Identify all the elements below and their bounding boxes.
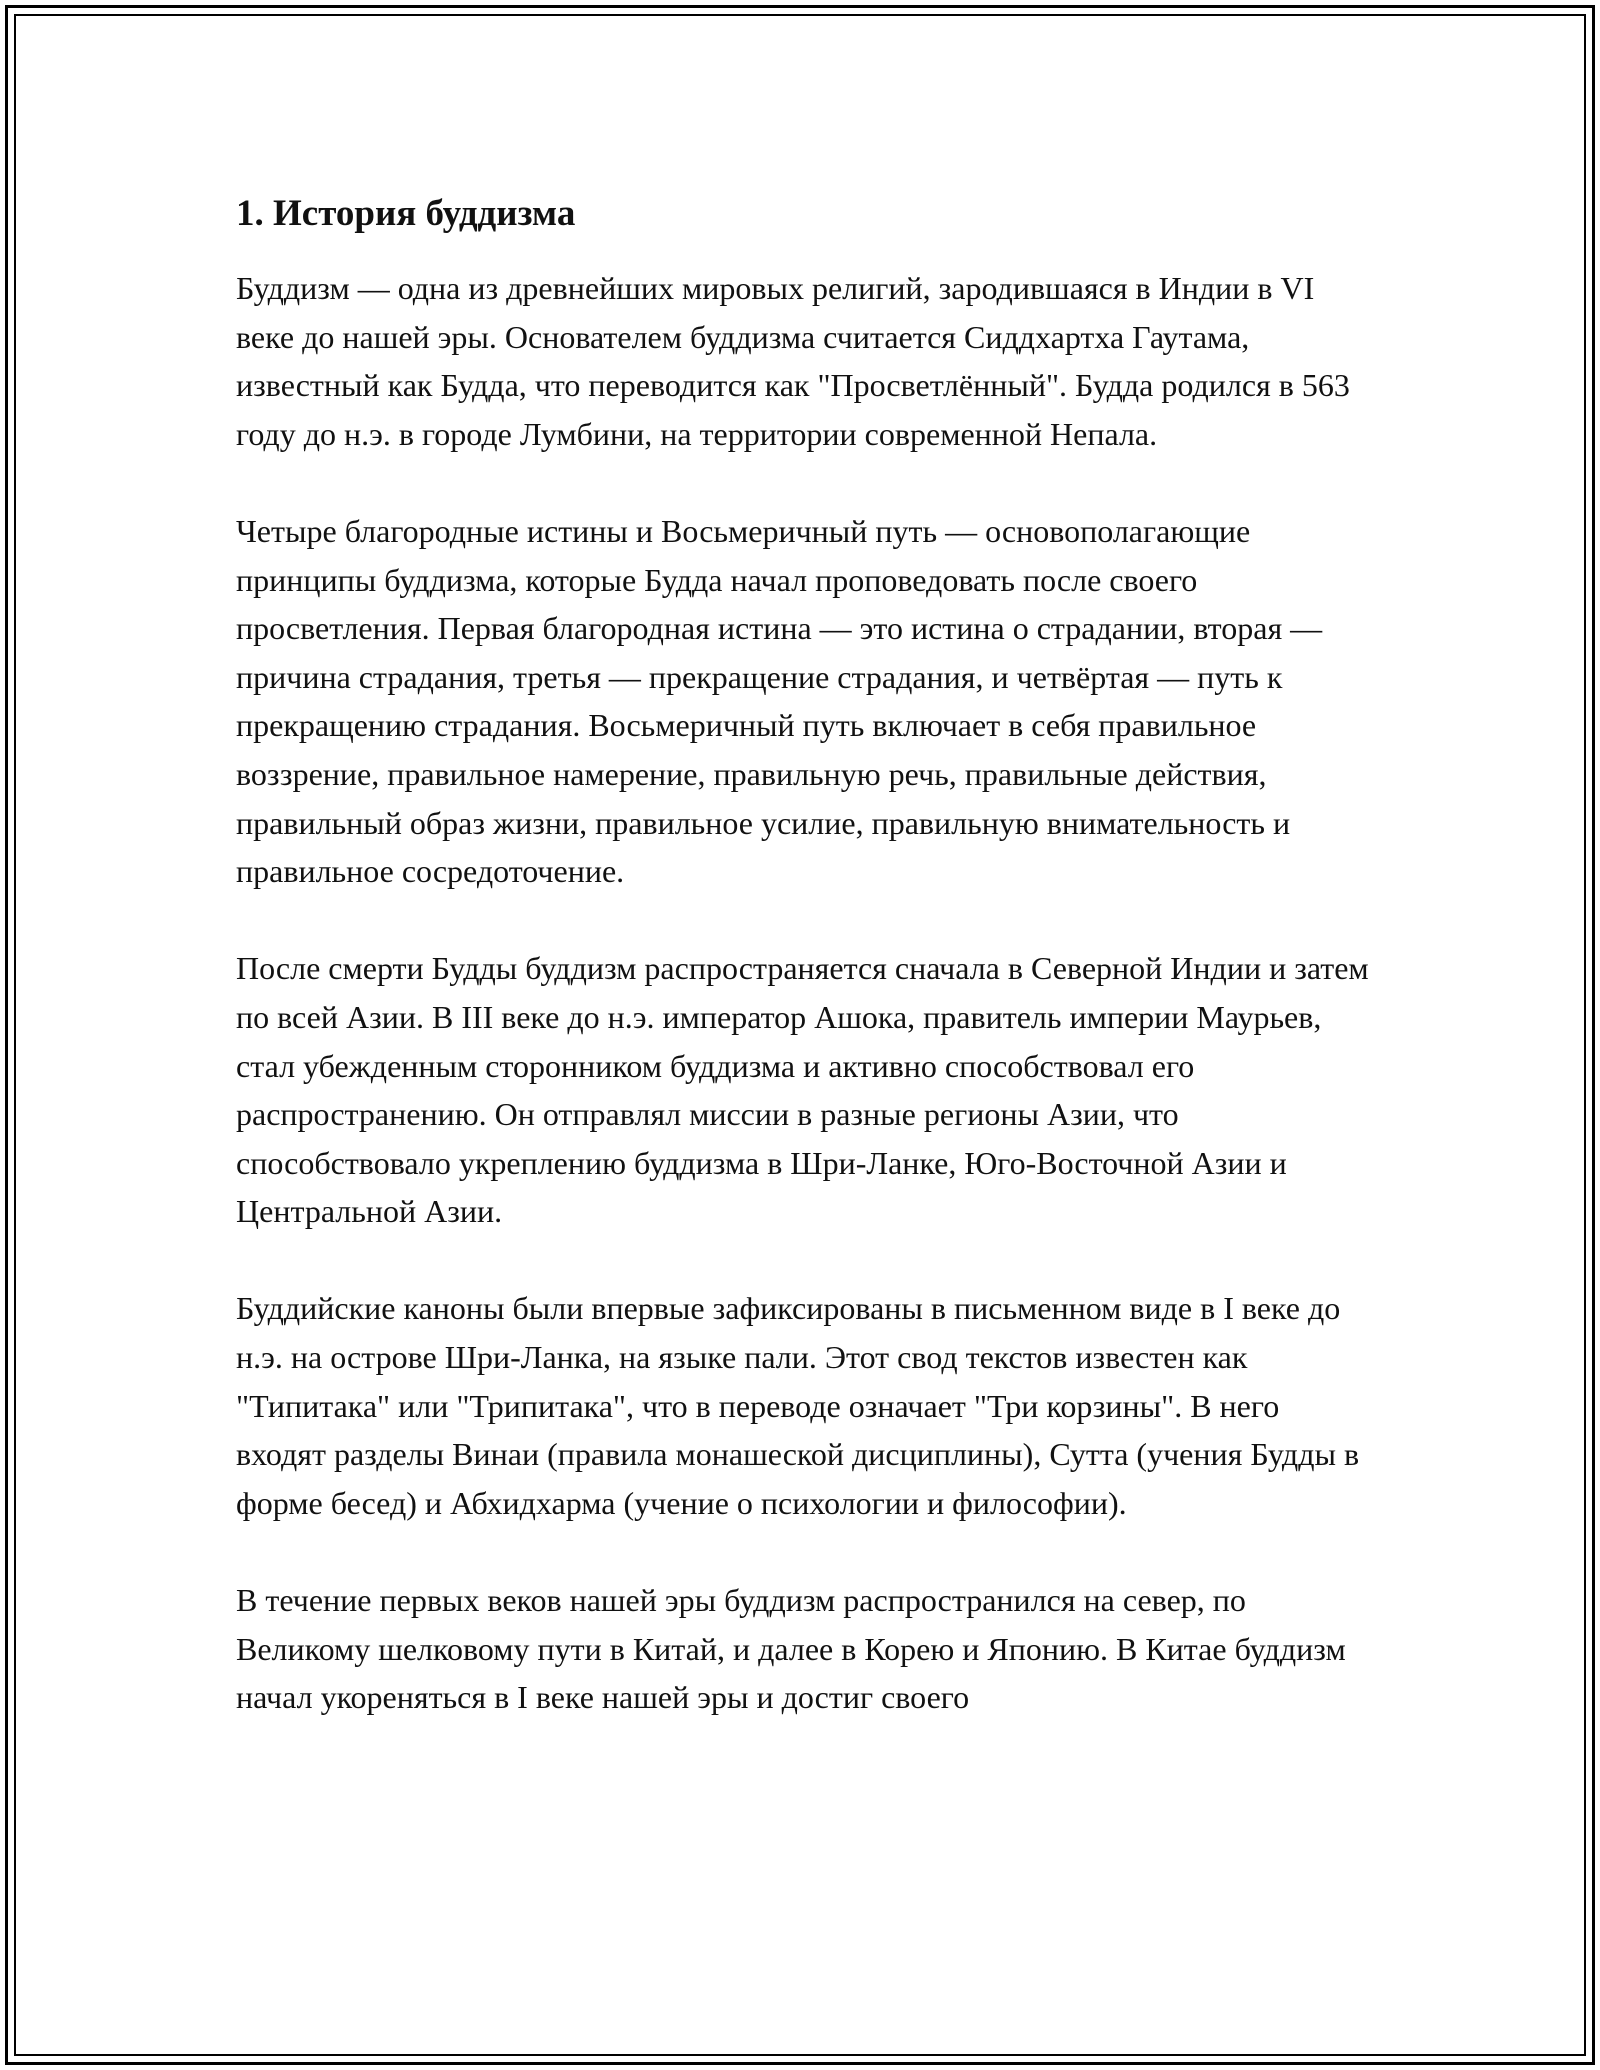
paragraph-1: Буддизм — одна из древнейших мировых религий, зародившаяся в Индии в VI веке до нашей эры. Основателем буддизма считается Сиддхартха Гаутама, известный как Будда, что переводится как "Просветлённый". Будда родился в 563 году до н.э. в городе Лумбини, на территории современной Непала. [236, 270, 1350, 452]
paragraph-3: После смерти Будды буддизм распространяется сначала в Северной Индии и затем по всей Азии. В III веке до н.э. император Ашока, правитель империи Маурьев, стал убежденным сторонником буддизма и активно способствовал его распространению. Он отправлял миссии в разные регионы Азии, что способствовало укреплению буддизма в Шри-Ланке, Юго-Восточной Азии и Центральной Азии. [236, 950, 1369, 1230]
paragraph-5: В течение первых веков нашей эры буддизм распространился на север, по Великому шелковому пути в Китай, и далее в Корею и Японию. В Китае буддизм начал укореняться в I веке нашей эры и достиг своего [236, 1582, 1346, 1716]
paragraph-2: Четыре благородные истины и Восьмеричный путь — основополагающие принципы буддизма, которые Будда начал проповедовать после своего просветления. Первая благородная истина — это истина о страдании, вторая — причина страдания, третья — прекращение страдания, и четвёртая — путь к прекращению страдания. Восьмеричный путь включает в себя правильное воззрение, правильное намерение, правильную речь, правильные действия, правильный образ жизни, правильное усилие, правильную внимательность и правильное сосредоточение. [236, 512, 1323, 890]
document-body [236, 186, 1376, 1722]
section-title: 1. История буддизма [236, 193, 576, 234]
paragraph-4: Буддийские каноны были впервые зафиксированы в письменном виде в I веке до н.э. на острове Шри-Ланка, на языке пали. Этот свод текстов известен как "Типитака" или "Трипитака", что в переводе означает "Три корзины". В него входят разделы Винаи (правила монашеской дисциплины), Сутта (учения Будды в форме бесед) и Абхидхарма (учение о психологии и философии). [236, 1290, 1360, 1521]
